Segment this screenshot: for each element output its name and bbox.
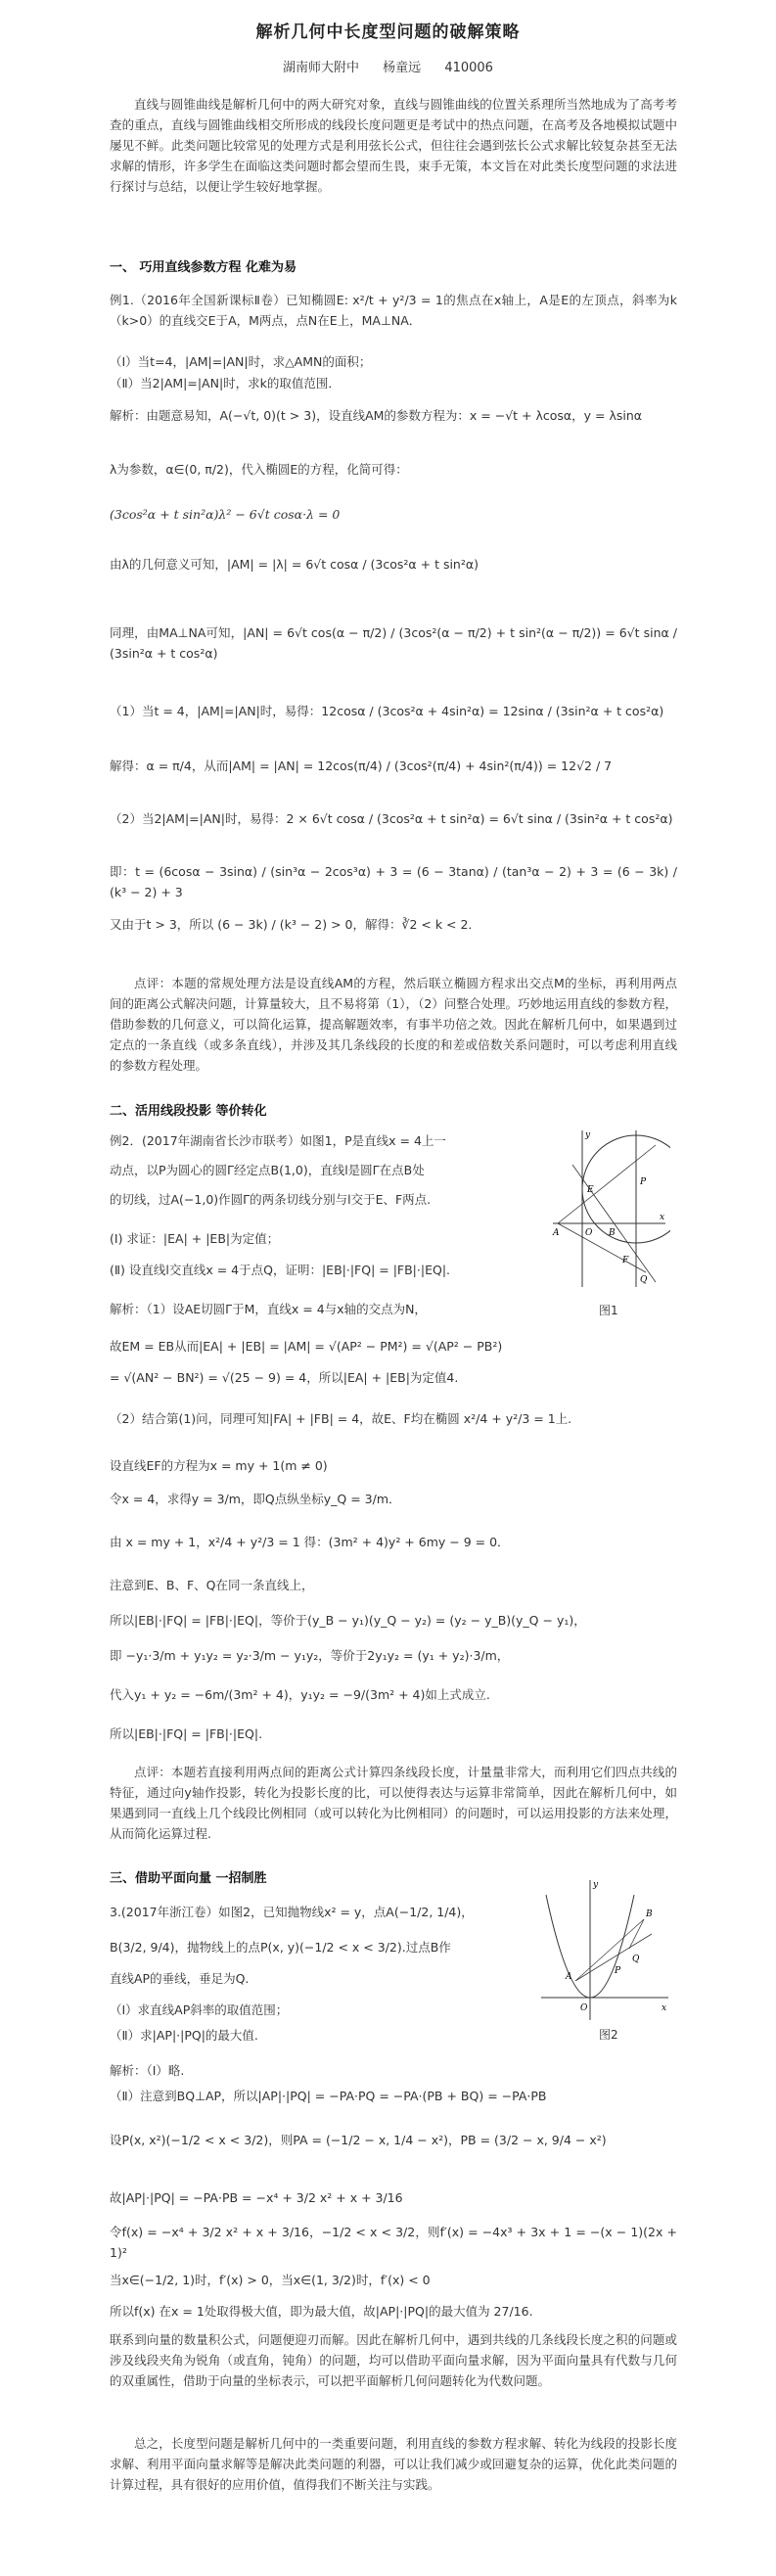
section3-example-line2: B(3/2, 9/4)，抛物线上的点P(x, y)(−1/2 < x < 3/2).过点B作 <box>110 1940 451 1955</box>
section2-solution-step1: 解析：（1）设AE切圆Γ于M，直线x = 4与x轴的交点为N， <box>110 1302 427 1316</box>
author-name: 杨童远 <box>383 61 422 75</box>
figure2-caption: 图2 <box>599 2028 618 2042</box>
section3-solution-step5: 令f(x) = −x⁴ + 3/2 x² + x + 3/16，−1/2 < x < 3/2，则f′(x) = −4x³ + 3x + 1 = −(x − 1)(2x + 1)² <box>110 2225 677 2260</box>
figure2-label: B <box>646 1909 653 1919</box>
figure2-label: A <box>566 1972 572 1982</box>
author-line <box>0 57 776 75</box>
section2-comment: 点评：本题若直接利用两点间的距离公式计算四条线段长度，计量量非常大，而利用它们四点共线的特征，通过向y轴作投影，转化为投影长度的比，可以使得表达与运算非常简单，因此在解析几何中，如果遇到同一直线上几个线段比例相同（或可以转化为比例相同）的问题时，可以运用投影的方法来处理，从而简化运算过程. <box>110 1765 677 1841</box>
section2-heading: 二、活用线段投影 等价转化 <box>110 1104 267 1119</box>
section2-question1: (Ⅰ) 求证：|EA| + |EB|为定值； <box>110 1231 280 1246</box>
section1-heading: 一、 巧用直线参数方程 化难为易 <box>110 260 297 275</box>
figure2-label: O <box>580 2003 588 2013</box>
section2-solution-step10: 即 −y₁·3/m + y₁y₂ = y₂·3/m − y₁y₂，等价于2y₁y₂ = (y₁ + y₂)·3/m， <box>110 1648 510 1663</box>
figure1-label: E <box>587 1185 594 1195</box>
section3-solution-step6: 当x∈(−1/2, 1)时，f′(x) > 0，当x∈(1, 3/2)时，f′(x) < 0 <box>110 2273 431 2287</box>
section3-solution-step4: 故|AP|·|PQ| = −PA·PB = −x⁴ + 3/2 x² + x + 3/16 <box>110 2190 403 2205</box>
figure1-label: O <box>585 1228 593 1238</box>
figure1-label: Q <box>640 1275 648 1285</box>
section1-example: 例1.（2016年全国新课标Ⅱ卷）已知椭圆E: x²/t + y²/3 = 1的焦点在x轴上，A是E的左顶点，斜率为k（k>0）的直线交E于A，M两点，点N在E上，MA⊥NA． <box>110 293 677 328</box>
figure1-diagram <box>548 1126 670 1292</box>
section1-solution-step8: （2）当2|AM|=|AN|时，易得：2 × 6√t cosα / (3cos²α + t sin²α) = 6√t sinα / (3sin²α + t cos²α) <box>110 811 673 826</box>
section2-example-line2: 动点，以P为圆心的圆Γ经定点B(1,0)，直线l是圆Γ在点B处 <box>110 1163 425 1177</box>
section1-solution-step6: （1）当t = 4，|AM|=|AN|时，易得：12cosα / (3cos²α + 4sin²α) = 12sinα / (3sin²α + t cos²α) <box>110 704 664 718</box>
section1-question2: （Ⅱ）当2|AM|=|AN|时，求k的取值范围． <box>110 376 341 391</box>
figure1-circle <box>582 1135 670 1243</box>
section1-question1: （Ⅰ）当t=4，|AM|=|AN|时，求△AMN的面积； <box>110 354 372 369</box>
section3-solution-step1: 解析：（Ⅰ）略. <box>110 2063 185 2078</box>
intro-paragraph: 直线与圆锥曲线是解析几何中的两大研究对象，直线与圆锥曲线的位置关系理所当然地成为了高考考查的重点，直线与圆锥曲线相交所形成的线段长度问题更是考试中的热点问题，在高考及各地模拟试题中屡见不鲜。此类问题比较常见的处理方式是利用弦长公式，但往往会遇到弦长公式求解比较复杂甚至无法求解的情形，许多学生在面临这类问题时都会望而生畏，束手无策，本文旨在对此类长度型问题的求法进行探讨与总结，以便让学生较好地掌握。 <box>110 97 677 194</box>
section3-example-line1: 3.(2017年浙江卷）如图2，已知抛物线x² = y，点A(−1/2, 1/4)， <box>110 1905 474 1919</box>
figure2-line-ap <box>575 1934 652 1981</box>
section3-solution-step3: 设P(x, x²)(−1/2 < x < 3/2)，则PA = (−1/2 − x, 1/4 − x²)，PB = (3/2 − x, 9/4 − x²) <box>110 2133 607 2147</box>
section3-example-line3: 直线AP的垂线，垂足为Q. <box>110 1971 250 1986</box>
section2-solution-step3: = √(AN² − BN²) = √(25 − 9) = 4，所以|EA| + |EB|为定值4. <box>110 1370 459 1385</box>
figure2-line-bq <box>629 1919 644 1949</box>
section2-solution-step2: 故EM = EB从而|EA| + |EB| = |AM| = √(AP² − PM²) = √(AP² − PB²) <box>110 1339 503 1354</box>
figure1-label: y <box>585 1130 591 1140</box>
section3-solution-step2: （Ⅱ）注意到BQ⊥AP，所以|AP|·|PQ| = −PA·PQ = −PA·(PB + BQ) = −PA·PB <box>110 2089 547 2103</box>
figure1-label: B <box>609 1228 616 1238</box>
figure2-line-ab <box>575 1919 644 1981</box>
figure2-diagram <box>536 1875 673 2024</box>
author-postcode: 410006 <box>444 61 493 75</box>
section3-summary: 总之，长度型问题是解析几何中的一类重要问题，利用直线的参数方程求解、转化为线段的投影长度求解、利用平面向量求解等是解决此类问题的利器，可以让我们减少或回避复杂的运算，优化此类问题的计算过程，具有很好的应用价值，值得我们不断关注与实践。 <box>110 2436 677 2492</box>
section3-heading: 三、借助平面向量 一招制胜 <box>110 1871 267 1886</box>
section3-comment: 联系到向量的数量积公式，问题便迎刃而解。因此在解析几何中，遇到共线的几条线段长度之积的问题或涉及线段夹角为锐角（或直角，钝角）的问题，均可以借助平面向量求解，因为平面向量具有代数与几何的双重属性，借助于向量的坐标表示，可以把平面解析几何问题转化为代数问题。 <box>110 2332 677 2388</box>
section1-solution-step4: 由λ的几何意义可知，|AM| = |λ| = 6√t cosα / (3cos²α + t sin²α) <box>110 557 479 572</box>
section1-solution-step10: 又由于t > 3，所以 (6 − 3k) / (k³ − 2) > 0，解得：∛2 < k < 2． <box>110 917 480 932</box>
section2-example-line3: 的切线，过A(−1,0)作圆Γ的两条切线分别与l交于E、F两点. <box>110 1192 432 1207</box>
section2-example-line1: 例2．(2017年湖南省长沙市联考）如图1，P是直线x = 4上一 <box>110 1133 446 1148</box>
section3-question2: （Ⅱ）求|AP|·|PQ|的最大值. <box>110 2028 258 2043</box>
section2-question2: (Ⅱ) 设直线l交直线x = 4于点Q，证明：|EB|·|FQ| = |FB|·|EQ|. <box>110 1263 450 1277</box>
author-school: 湖南师大附中 <box>283 61 360 75</box>
section1-solution-step7: 解得：α = π/4，从而|AM| = |AN| = 12cos(π/4) / (3cos²(π/4) + 4sin²(π/4)) = 12√2 / 7 <box>110 759 613 773</box>
page-title: 解析几何中长度型问题的破解策略 <box>255 23 521 42</box>
figure2-label: Q <box>632 1955 640 1964</box>
figure1-label: F <box>622 1256 629 1265</box>
section2-solution-step9: 所以|EB|·|FQ| = |FB|·|EQ|，等价于(y_B − y₁)(y_Q − y₂) = (y₂ − y_B)(y_Q − y₁)， <box>110 1613 586 1628</box>
section3-question1: （Ⅰ）求直线AP斜率的取值范围； <box>110 2002 289 2017</box>
section1-solution-step3: (3cos²α + t sin²α)λ² − 6√t cosα·λ = 0 <box>110 507 341 522</box>
figure2-label: P <box>615 1966 621 1976</box>
figure2-label: x <box>662 2003 667 2013</box>
section1-solution-step9: 即：t = (6cosα − 3sinα) / (sin³α − 2cos³α) + 3 = (6 − 3tanα) / (tan³α − 2) + 3 = (6 − 3k) / (k³ − 2) + 3 <box>110 864 677 899</box>
section2-solution-step12: 所以|EB|·|FQ| = |FB|·|EQ|. <box>110 1726 263 1741</box>
figure2-label: y <box>593 1880 599 1890</box>
figure1-caption: 图1 <box>599 1304 618 1317</box>
figure1-label: x <box>660 1213 665 1222</box>
section2-solution-step4: （2）结合第(1)问，同理可知|FA| + |FB| = 4，故E、F均在椭圆 x²/4 + y²/3 = 1上. <box>110 1411 572 1426</box>
figure1-label: P <box>640 1177 647 1187</box>
section1-solution-step2: λ为参数，α∈(0, π/2)，代入椭圆E的方程，化简可得： <box>110 462 408 477</box>
section3-solution-step7: 所以f(x) 在x = 1处取得极大值，即为最大值，故|AP|·|PQ|的最大值为 27/16. <box>110 2304 533 2319</box>
section2-solution-step7: 由 x = my + 1，x²/4 + y²/3 = 1 得：(3m² + 4)y² + 6my − 9 = 0． <box>110 1535 510 1549</box>
section1-solution-step5: 同理，由MA⊥NA可知，|AN| = 6√t cos(α − π/2) / (3cos²(α − π/2) + t sin²(α − π/2)) = 6√t sinα / (3sin²α + t cos²α) <box>110 625 677 661</box>
section2-solution-step5: 设直线EF的方程为x = my + 1(m ≠ 0) <box>110 1458 328 1473</box>
section1-solution-step1: 解析：由题意易知，A(−√t, 0)(t > 3)，设直线AM的参数方程为：x = −√t + λcosα，y = λsinα <box>110 408 643 423</box>
figure1-label: A <box>553 1228 560 1238</box>
section2-solution-step6: 令x = 4，求得y = 3/m，即Q点纵坐标y_Q = 3/m． <box>110 1492 401 1506</box>
section1-comment: 点评：本题的常规处理方法是设直线AM的方程，然后联立椭圆方程求出交点M的坐标，再利用两点间的距离公式解决问题，计算量较大，且不易将第（1），（2）问整合处理。巧妙地运用直线的参数方程，借助参数的几何意义，可以简化运算，提高解题效率，有事半功倍之效。因此在解析几何中，如果遇到过定点的一条直线（或多条直线），并涉及其几条线段的长度的和差或倍数关系问题时，可以考虑利用直线的参数方程处理。 <box>110 976 677 1073</box>
section2-solution-step8: 注意到E、B、F、Q在同一条直线上， <box>110 1578 314 1592</box>
section2-solution-step11: 代入y₁ + y₂ = −6m/(3m² + 4)，y₁y₂ = −9/(3m² + 4)如上式成立. <box>110 1687 490 1702</box>
